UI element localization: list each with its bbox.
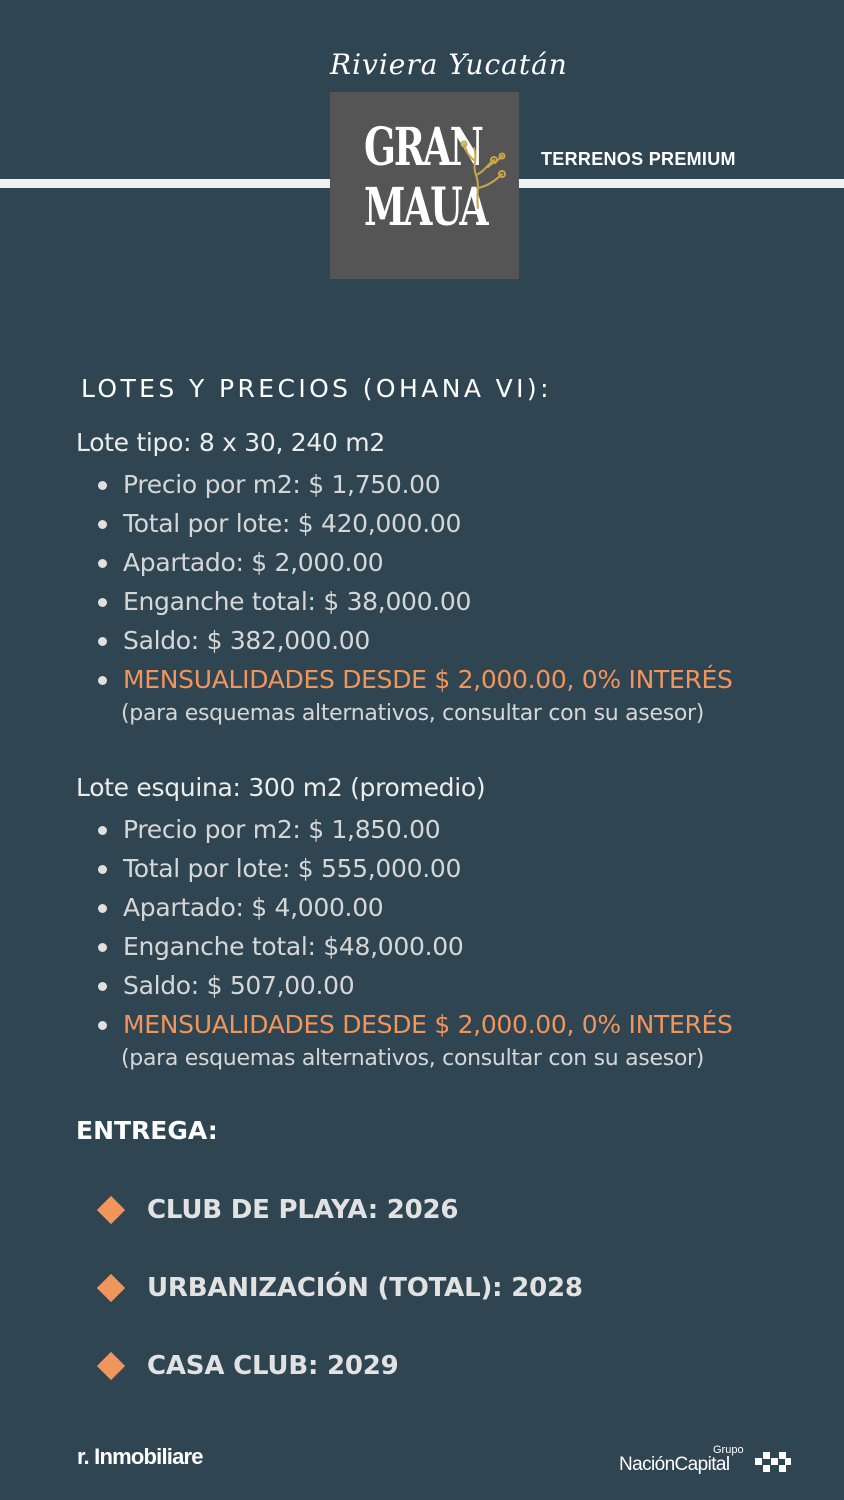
coral-icon <box>458 140 510 210</box>
logo-box <box>330 92 519 279</box>
mensualidades-item: MENSUALIDADES DESDE $ 2,000.00, 0% INTERÉS <box>96 660 733 699</box>
lote-esquina-list <box>96 810 733 1044</box>
diamond-bullet-icon <box>97 1274 125 1302</box>
lote-esquina-note: (para esquemas alternativos, consultar con su asesor) <box>121 1046 705 1071</box>
grupo-label: Grupo <box>713 1444 744 1456</box>
logo-line-2: MAUA <box>364 177 487 238</box>
list-item: Enganche total: $ 38,000.00 <box>96 582 733 621</box>
header-divider-right <box>519 179 844 188</box>
milestone-label: CASA CLUB: 2029 <box>147 1351 399 1381</box>
logo-wordmark <box>364 117 487 238</box>
header-divider-left <box>0 179 330 188</box>
script-title: Riviera Yucatán <box>330 48 568 81</box>
list-item: Precio por m2: $ 1,850.00 <box>96 810 733 849</box>
list-item: Saldo: $ 507,00.00 <box>96 966 733 1005</box>
list-item: Total por lote: $ 420,000.00 <box>96 504 733 543</box>
nacion-capital-label: NaciónCapital <box>619 1454 730 1475</box>
list-item: Apartado: $ 2,000.00 <box>96 543 733 582</box>
milestone-label: URBANIZACIÓN (TOTAL): 2028 <box>147 1273 583 1303</box>
list-item: Total por lote: $ 555,000.00 <box>96 849 733 888</box>
milestone-casa-club <box>96 1346 399 1386</box>
list-item: Saldo: $ 382,000.00 <box>96 621 733 660</box>
terrenos-premium-badge: TERRENOS PREMIUM <box>541 149 736 169</box>
milestone-club-de-playa <box>96 1190 458 1230</box>
lote-esquina-title: Lote esquina: 300 m2 (promedio) <box>76 773 486 802</box>
list-item: Apartado: $ 4,000.00 <box>96 888 733 927</box>
logo-line-1: GRAN <box>364 117 482 178</box>
nacion-capital-mark-icon <box>755 1450 791 1476</box>
nacion-capital-logo <box>618 1444 798 1478</box>
milestone-label: CLUB DE PLAYA: 2026 <box>147 1195 459 1225</box>
mensualidades-item: MENSUALIDADES DESDE $ 2,000.00, 0% INTERÉS <box>96 1005 733 1044</box>
diamond-bullet-icon <box>97 1196 125 1224</box>
lote-tipo-note: (para esquemas alternativos, consultar con su asesor) <box>121 701 705 726</box>
entrega-title: ENTREGA: <box>76 1116 218 1145</box>
lote-tipo-list <box>96 465 733 699</box>
list-item: Precio por m2: $ 1,750.00 <box>96 465 733 504</box>
diamond-bullet-icon <box>97 1352 125 1380</box>
list-item: Enganche total: $48,000.00 <box>96 927 733 966</box>
r-inmobiliare-logo: r. Inmobiliare <box>77 1444 203 1469</box>
milestone-urbanizacion <box>96 1268 583 1308</box>
section-title: LOTES Y PRECIOS (OHANA VI): <box>81 374 552 403</box>
lote-tipo-title: Lote tipo: 8 x 30, 240 m2 <box>76 428 385 457</box>
